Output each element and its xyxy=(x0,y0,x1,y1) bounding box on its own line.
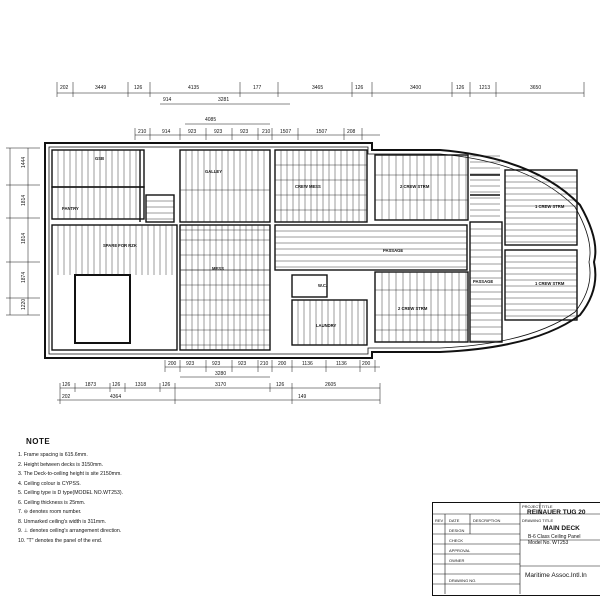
dim-text: 1507 xyxy=(316,129,328,135)
dim-text: 1136 xyxy=(336,361,347,367)
tb-subtitle-1: B-6 Class Ceiling Panel xyxy=(528,534,581,540)
dim-text: 126 xyxy=(456,85,465,91)
tb-label-design: DESIGN xyxy=(449,528,465,533)
room-label-passage-right: PASSAGE xyxy=(473,279,494,284)
dim-text: 177 xyxy=(253,85,262,91)
left-dimension-lines xyxy=(6,148,40,315)
note-item: 6. Ceiling thickness is 25mm. xyxy=(18,499,86,506)
room-label-galley: GALLEY xyxy=(205,169,222,174)
dim-text: 914 xyxy=(162,129,171,135)
dim-text: 208 xyxy=(347,129,356,135)
tb-project-name: REINAUER TUG 20 xyxy=(527,509,586,516)
note-item: 9. ⊥ denotes ceiling's arrangement direction. xyxy=(18,528,122,534)
note-item: 2. Height between decks is 3150mm. xyxy=(18,461,104,468)
room-label-pantry: PANTRY xyxy=(62,206,79,211)
title-block xyxy=(432,502,600,596)
dim-text: 200 xyxy=(278,361,287,367)
room-label-passage-center: PASSAGE xyxy=(383,248,404,253)
room-label-crew-1-bottom: 1 CREW STRM xyxy=(535,281,565,286)
dim-text: 3650 xyxy=(530,85,542,91)
dim-text: 923 xyxy=(212,361,221,367)
dim-text: 4085 xyxy=(205,117,217,123)
room-label-crew-2-bottom: 2 CREW STRM xyxy=(398,306,428,311)
left-dim-texts xyxy=(21,157,27,310)
dim-text: 1814 xyxy=(21,232,27,244)
dim-text: 1873 xyxy=(85,382,97,388)
dim-text: 3281 xyxy=(218,97,230,103)
room-label-crew-mess: CREW MESS xyxy=(295,184,321,189)
tb-label-date: DATE xyxy=(449,518,460,523)
tb-label-check: CHECK xyxy=(449,538,464,543)
dim-text: 200 xyxy=(168,361,177,367)
dim-text: 923 xyxy=(214,129,223,135)
tb-label-description: DESCRIPTION xyxy=(473,518,501,523)
dim-text: 126 xyxy=(276,382,285,388)
dim-text: 210 xyxy=(260,361,269,367)
dim-text: 923 xyxy=(186,361,195,367)
dim-text: 3170 xyxy=(215,382,227,388)
tb-label-approval: APPROVAL xyxy=(449,548,471,553)
notes-list xyxy=(18,451,123,546)
dim-text: 4135 xyxy=(188,85,200,91)
dim-text: 1874 xyxy=(21,271,27,283)
room-label-mess: MESS xyxy=(212,266,224,271)
dim-text: 1136 xyxy=(302,361,313,367)
note-item: 8. Unmarked ceiling's width is 311mm. xyxy=(18,518,106,525)
dim-text: 126 xyxy=(162,382,171,388)
dim-text: 3465 xyxy=(312,85,324,91)
note-item: 10. "T" denotes the panel of the end. xyxy=(18,537,103,544)
tb-label-rev: REV xyxy=(435,518,444,523)
tb-label-owner: OWNER xyxy=(449,558,465,563)
notes-title: NOTE xyxy=(26,437,51,446)
dim-text: 202 xyxy=(62,394,71,400)
dim-text: 1213 xyxy=(479,85,491,91)
note-item: 4. Ceiling colour is CYPSS. xyxy=(18,480,81,487)
dim-text: 126 xyxy=(62,382,71,388)
top-dim-texts xyxy=(60,85,541,135)
note-item: 1. Frame spacing is 615.6mm. xyxy=(18,452,88,458)
dim-text: 4364 xyxy=(110,394,122,400)
dim-text: 126 xyxy=(355,85,364,91)
dim-text: 1220 xyxy=(21,298,27,310)
tb-subtitle-2: Model No. WT253 xyxy=(528,540,569,546)
dim-text: 200 xyxy=(362,361,371,367)
room-label-crew-1-top: 1 CREW STRM xyxy=(535,204,565,209)
dim-text: 3449 xyxy=(95,85,107,91)
room-label-crew-2-top: 2 CREW STRM xyxy=(400,184,430,189)
dim-text: 923 xyxy=(238,361,247,367)
room-label-wc: W.C. xyxy=(318,283,328,288)
room-label-laundry: LAUNDRY xyxy=(316,323,337,328)
tb-company: Maritime Assoc.Intl.In xyxy=(525,572,587,579)
dim-text: 923 xyxy=(188,129,197,135)
dim-text: 3280 xyxy=(215,371,227,377)
room-label-spare: SPARE FOR RZK xyxy=(103,243,137,248)
dim-text: 149 xyxy=(298,394,307,400)
tb-label-project-title: PROJECT TITLE xyxy=(522,504,553,509)
dim-text: 3400 xyxy=(410,85,422,91)
note-item: 5. Ceiling type is D type(MODEL NO.WT253). xyxy=(18,490,124,496)
dim-text: 923 xyxy=(240,129,249,135)
ceiling-panel-grid xyxy=(58,150,577,350)
room-labels xyxy=(62,156,565,328)
tb-label-drawing-title: DRAWING TITLE xyxy=(522,518,554,523)
dim-text: 126 xyxy=(134,85,143,91)
dim-text: 202 xyxy=(60,85,69,91)
dim-text: 210 xyxy=(138,129,147,135)
tb-drawing-title: MAIN DECK xyxy=(543,525,580,532)
note-item: 3. The Deck-to-ceiling height is site 2150mm. xyxy=(18,471,122,477)
note-item: 7. ⊖ denotes room number. xyxy=(18,509,82,515)
dim-text: 1318 xyxy=(135,382,147,388)
dim-text: 1444 xyxy=(21,156,27,168)
dim-text: 914 xyxy=(163,97,172,103)
dim-text: 210 xyxy=(262,129,271,135)
tb-label-drawing-no: DRAWING NO. xyxy=(449,578,477,583)
dim-text: 1814 xyxy=(21,194,27,206)
room-label-gsb: GSB xyxy=(95,156,105,161)
dim-text: 126 xyxy=(112,382,121,388)
dim-text: 2605 xyxy=(325,382,337,388)
dim-text: 1507 xyxy=(280,129,292,135)
